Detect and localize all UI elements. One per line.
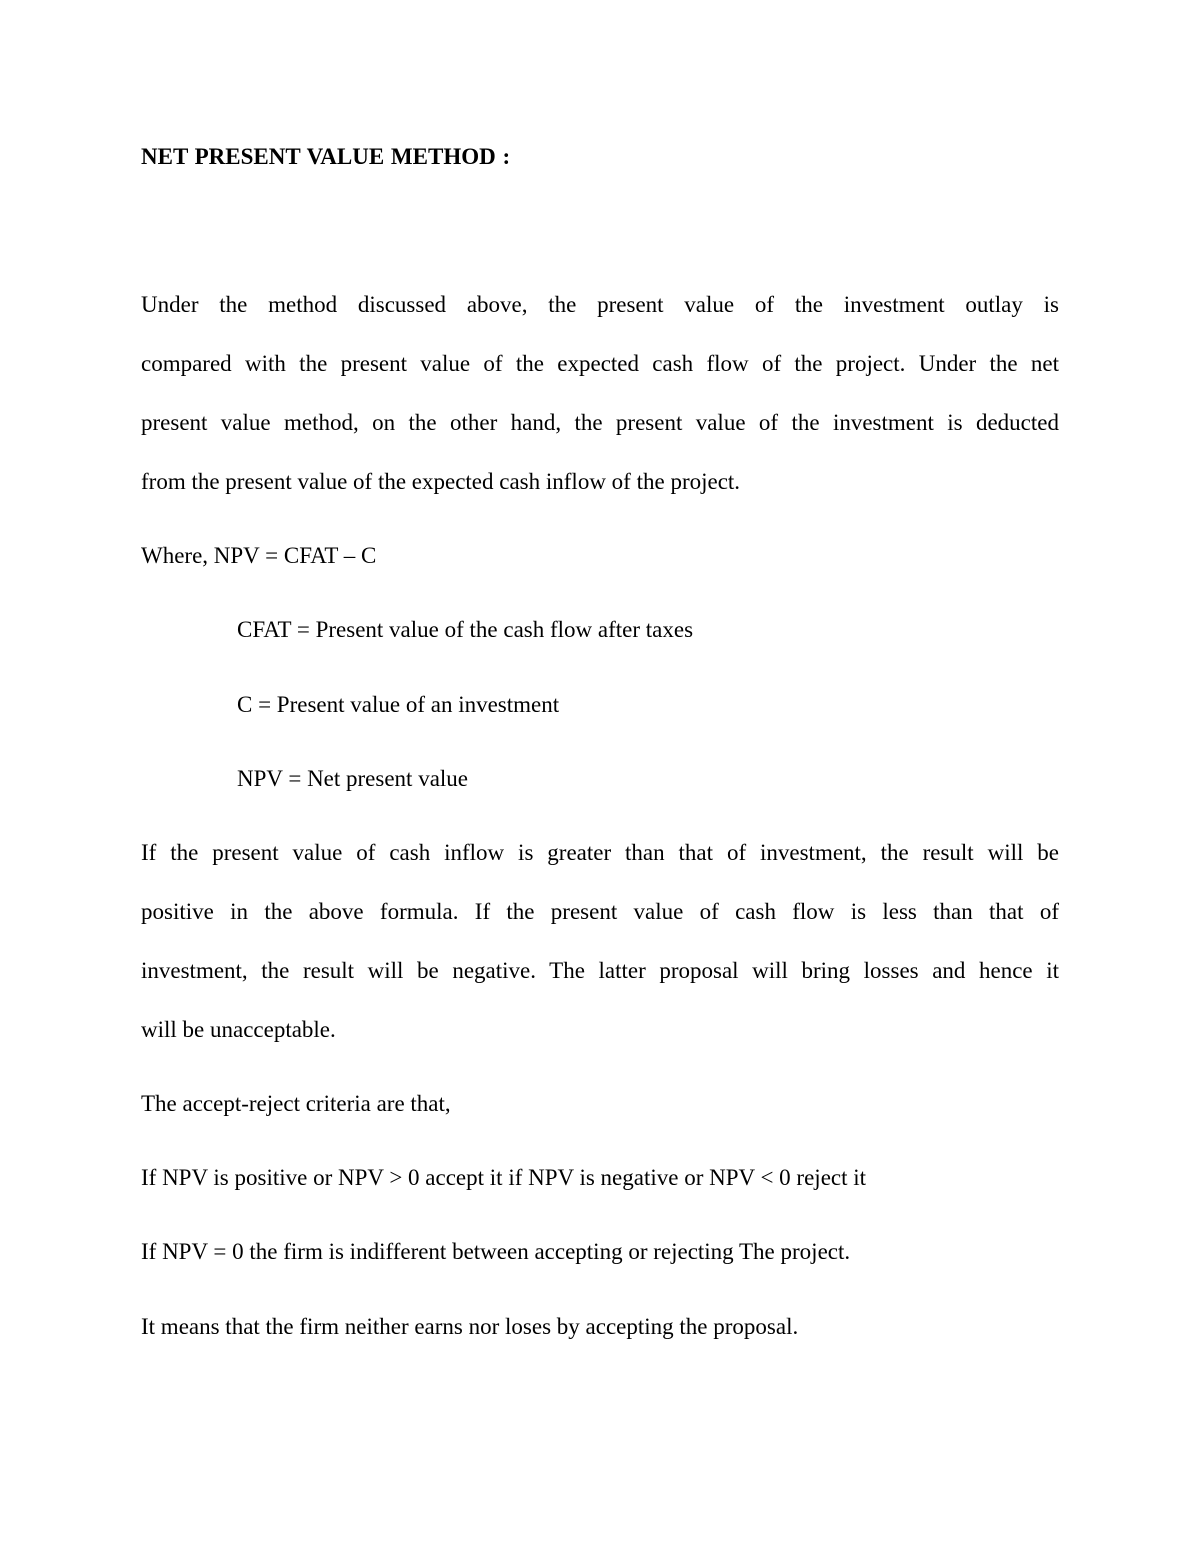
- document-title: NET PRESENT VALUE METHOD :: [141, 144, 511, 169]
- paragraph-1-line-2: compared with the present value of the expected cash flow of the project. Under the net: [141, 351, 1059, 376]
- paragraph-1-line-4: from the present value of the expected cash inflow of the project.: [141, 469, 741, 494]
- paragraph-2-line-1: If the present value of cash inflow is greater than that of investment, the result will be: [141, 840, 1059, 865]
- paragraph-2-line-4: will be unacceptable.: [141, 1017, 336, 1042]
- paragraph-1-line-1: Under the method discussed above, the present value of the investment outlay is: [141, 292, 1059, 317]
- paragraph-2-line-2: positive in the above formula. If the present value of cash flow is less than that of: [141, 899, 1059, 924]
- definition-c: C = Present value of an investment: [237, 692, 560, 717]
- paragraph-1-line-3: present value method, on the other hand, the present value of the investment is deducted: [141, 410, 1059, 435]
- criteria-intro: The accept-reject criteria are that,: [141, 1091, 451, 1116]
- definition-cfat: CFAT = Present value of the cash flow after taxes: [237, 617, 694, 642]
- formula-lead: Where, NPV = CFAT – C: [141, 543, 377, 568]
- criteria-line-1: If NPV is positive or NPV > 0 accept it if NPV is negative or NPV < 0 reject it: [141, 1165, 867, 1190]
- criteria-line-2: If NPV = 0 the firm is indifferent between accepting or rejecting The project.: [141, 1239, 851, 1264]
- criteria-line-3: It means that the firm neither earns nor loses by accepting the proposal.: [141, 1314, 799, 1339]
- definition-npv: NPV = Net present value: [237, 766, 468, 791]
- paragraph-2-line-3: investment, the result will be negative. The latter proposal will bring losses and hence it: [141, 958, 1059, 983]
